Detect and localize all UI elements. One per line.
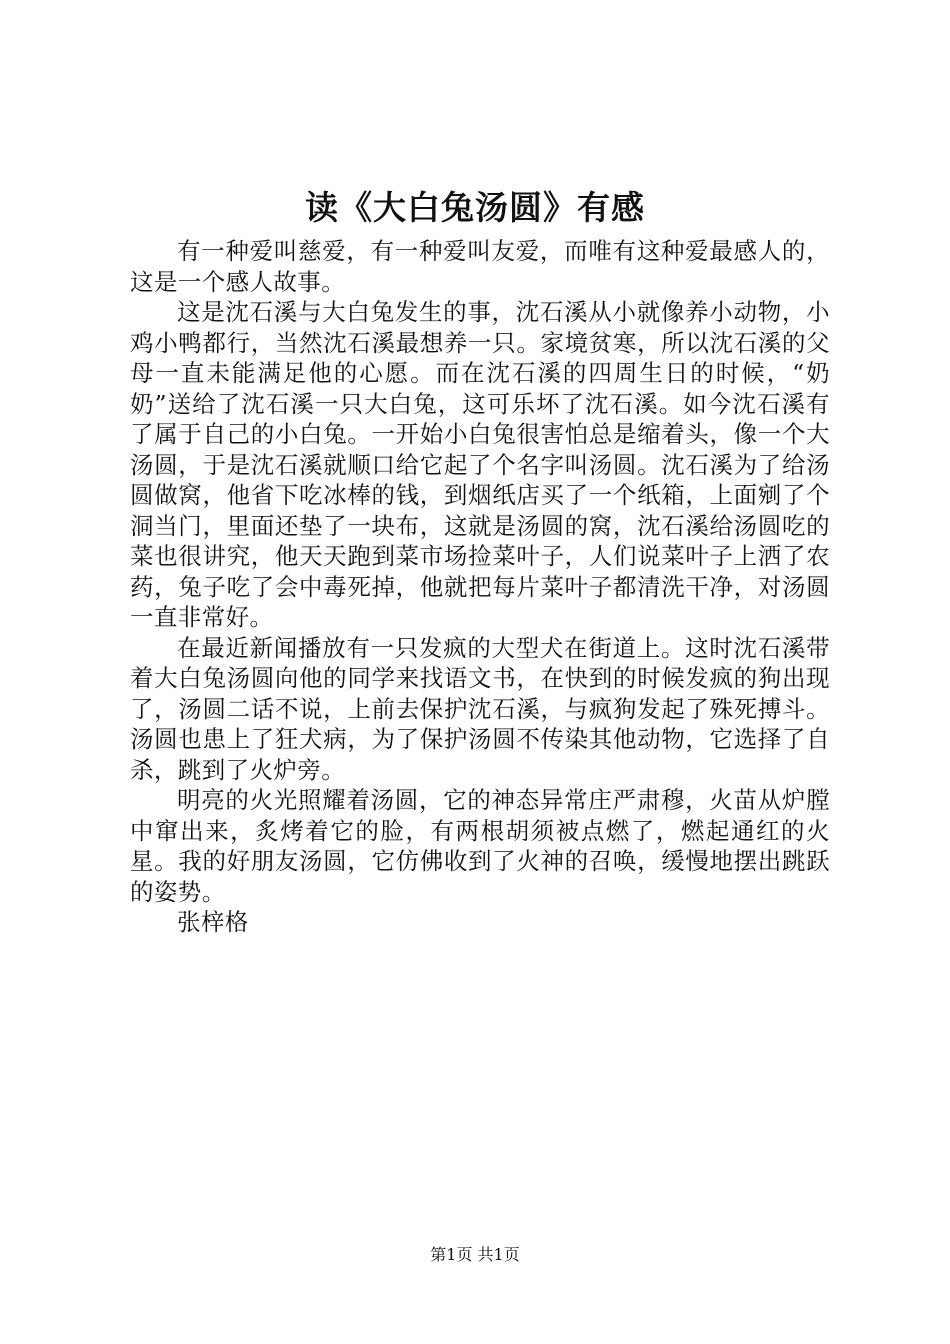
document-title: 读《大白兔汤圆》有感 [305,188,645,227]
paragraph-3: 在最近新闻播放有一只发疯的大型犬在街道上。这时沈石溪带着大白兔汤圆向他的同学来找语文书，在快到的时候发疯的狗出现了，汤圆二话不说，上前去保护沈石溪，与疯狗发起了殊死搏斗。汤圆也患上了狂犬病，为了保护汤圆不传染其他动物，它选择了自杀，跳到了火炉旁。 [130,633,830,784]
paragraph-1: 有一种爱叫慈爱，有一种爱叫友爱，而唯有这种爱最感人的，这是一个感人故事。 [130,237,830,296]
page-footer: 第1页 共1页 [430,1245,520,1264]
paragraph-4: 明亮的火光照耀着汤圆，它的神态异常庄严肃穆，火苗从炉膛中窜出来，炙烤着它的脸，有两根胡须被点燃了，燃起通红的火星。我的好朋友汤圆，它仿佛收到了火神的召唤，缓慢地摆出跳跃的姿势。 [130,786,830,906]
paragraph-2: 这是沈石溪与大白兔发生的事，沈石溪从小就像养小动物，小鸡小鸭都行，当然沈石溪最想养一只。家境贫寒，所以沈石溪的父母一直未能满足他的心愿。而在沈石溪的四周生日的时候，“奶奶”送给了沈石溪一只大白兔，这可乐坏了沈石溪。如今沈石溪有了属于自己的小白兔。一开始小白兔很害怕总是缩着头，像一个大汤圆，于是沈石溪就顺口给它起了个名字叫汤圆。沈石溪为了给汤圆做窝，他省下吃冰棒的钱，到烟纸店买了一个纸箱，上面剜了个洞当门，里面还垫了一块布，这就是汤圆的窝，沈石溪给汤圆吃的菜也很讲究，他天天跑到菜市场捡菜叶子，人们说菜叶子上洒了农药，兔子吃了会中毒死掉，他就把每片菜叶子都清洗干净，对汤圆一直非常好。 [130,298,830,631]
document-body [130,236,830,938]
author-signature: 张梓格 [177,908,249,936]
